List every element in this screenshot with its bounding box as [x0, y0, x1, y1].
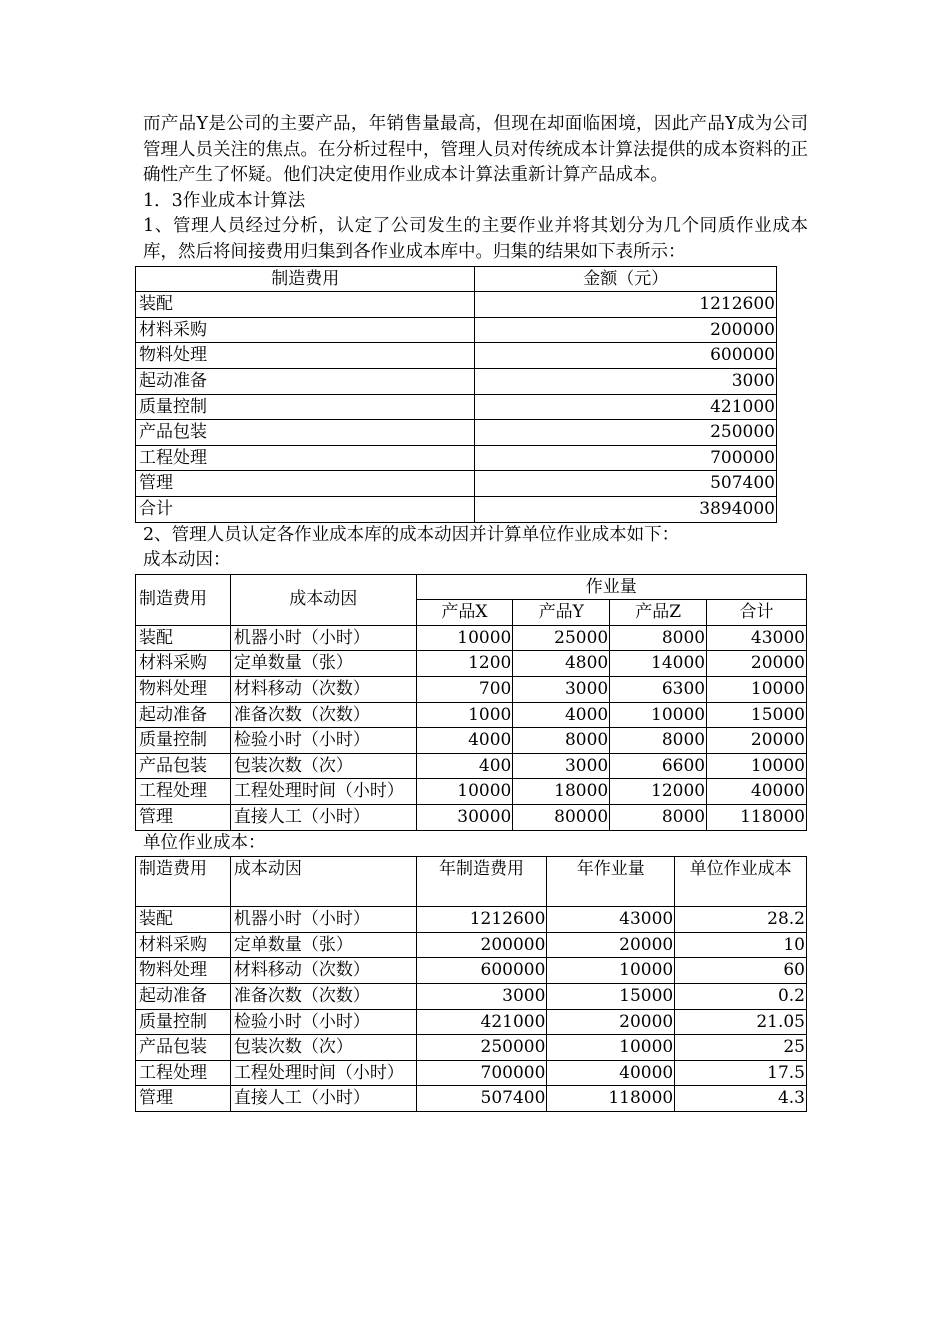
- table-cell: 28.2: [675, 907, 807, 933]
- table-cell: 250000: [475, 420, 777, 446]
- table-cell: 118000: [547, 1086, 675, 1112]
- intro-paragraph: 而产品Y是公司的主要产品，年销售量最高，但现在却面临困境，因此产品Y成为公司管理人员关注的焦点。在分析过程中，管理人员对传统成本计算法提供的成本资料的正确性产生了怀疑。他们决定使用作业成本计算法重新计算产品成本。: [143, 114, 808, 186]
- table-cell: 管理: [136, 471, 475, 497]
- table-cell: 装配: [136, 907, 231, 933]
- table-row: [136, 958, 807, 984]
- table-cell: 包装次数（次）: [230, 1035, 416, 1061]
- table-cell: 507400: [475, 471, 777, 497]
- table-cell: 3894000: [475, 496, 777, 522]
- table-row: [136, 1060, 807, 1086]
- table-row: [136, 1009, 807, 1035]
- table-cell: 25000: [513, 625, 610, 651]
- table-cell: 3000: [475, 368, 777, 394]
- table-cell: 10000: [707, 677, 807, 703]
- table-row: [136, 1086, 807, 1112]
- table-cell: 产品包装: [136, 753, 231, 779]
- table-cell: 3000: [416, 984, 547, 1010]
- table-cell: 421000: [416, 1009, 547, 1035]
- table-cell: 10000: [610, 702, 707, 728]
- table-cell: 1000: [416, 702, 513, 728]
- unit-cost-caption: 单位作业成本：: [143, 832, 266, 853]
- table-row: [136, 625, 807, 651]
- table-cell: 600000: [416, 958, 547, 984]
- table-cell: 物料处理: [136, 677, 231, 703]
- header-cost: 制造费用: [136, 266, 475, 292]
- table-row: [136, 702, 807, 728]
- table-row: [136, 677, 807, 703]
- table-cell: 10000: [707, 753, 807, 779]
- table-cell: 17.5: [675, 1060, 807, 1086]
- table-cell: 25: [675, 1035, 807, 1061]
- table-cell: 工程处理: [136, 779, 231, 805]
- table-cell: 700000: [416, 1060, 547, 1086]
- table-cell: 材料采购: [136, 651, 231, 677]
- header-annual-overhead: 年制造费用: [416, 857, 547, 907]
- table-cell: 直接人工（小时）: [230, 805, 416, 831]
- table-cell: 准备次数（次数）: [230, 984, 416, 1010]
- table-cell: 14000: [610, 651, 707, 677]
- header-product-z: 产品Z: [610, 600, 707, 626]
- table-cell: 产品包装: [136, 420, 475, 446]
- table-cell: 3000: [513, 753, 610, 779]
- table-cell: 物料处理: [136, 958, 231, 984]
- table-cell: 10000: [547, 1035, 675, 1061]
- table-cell: 118000: [707, 805, 807, 831]
- unit-cost-table: [135, 856, 807, 1112]
- table-cell: 700: [416, 677, 513, 703]
- header-amount: 金额（元）: [475, 266, 777, 292]
- table-cell: 包装次数（次）: [230, 753, 416, 779]
- table-cell: 材料采购: [136, 317, 475, 343]
- table-row: [136, 1035, 807, 1061]
- header-unit-cost: 单位作业成本: [675, 857, 807, 907]
- table-cell: 6300: [610, 677, 707, 703]
- header-cost: 制造费用: [136, 857, 231, 907]
- table-row: [136, 471, 777, 497]
- table-cell: 15000: [547, 984, 675, 1010]
- table-cell: 4.3: [675, 1086, 807, 1112]
- header-product-x: 产品X: [416, 600, 513, 626]
- table-cell: 60: [675, 958, 807, 984]
- table-cell: 12000: [610, 779, 707, 805]
- table-cell: 6600: [610, 753, 707, 779]
- table-cell: 20000: [547, 932, 675, 958]
- document-page: [139, 112, 808, 1112]
- header-cost: 制造费用: [136, 574, 231, 625]
- table-row: [136, 368, 777, 394]
- table-cell: 15000: [707, 702, 807, 728]
- table-cell: 合计: [136, 496, 475, 522]
- table-row: [136, 728, 807, 754]
- table-row: [136, 932, 807, 958]
- table-cell: 检验小时（小时）: [230, 1009, 416, 1035]
- table-cell: 材料移动（次数）: [230, 677, 416, 703]
- table-row: [136, 343, 777, 369]
- table-cell: 装配: [136, 292, 475, 318]
- table-row: [136, 317, 777, 343]
- table-cell: 装配: [136, 625, 231, 651]
- table-cell: 4800: [513, 651, 610, 677]
- step2-paragraph: 2、管理人员认定各作业成本库的成本动因并计算单位作业成本如下：: [143, 524, 680, 545]
- driver-caption: 成本动因：: [143, 550, 231, 571]
- table-cell: 10000: [547, 958, 675, 984]
- table-cell: 起动准备: [136, 368, 475, 394]
- table-cell: 4000: [416, 728, 513, 754]
- header-product-y: 产品Y: [513, 600, 610, 626]
- table-cell: 400: [416, 753, 513, 779]
- table-header-row: [136, 574, 807, 600]
- table-cell: 8000: [610, 625, 707, 651]
- table-cell: 工程处理: [136, 1060, 231, 1086]
- table-cell: 机器小时（小时）: [230, 625, 416, 651]
- table-cell: 工程处理时间（小时）: [230, 1060, 416, 1086]
- table-cell: 质量控制: [136, 394, 475, 420]
- table-cell: 1200: [416, 651, 513, 677]
- table-cell: 机器小时（小时）: [230, 907, 416, 933]
- table-cell: 43000: [707, 625, 807, 651]
- header-total: 合计: [707, 600, 807, 626]
- table-cell: 10000: [416, 625, 513, 651]
- table-row: [136, 753, 807, 779]
- table-row: [136, 394, 777, 420]
- table-cell: 10: [675, 932, 807, 958]
- table-cell: 20000: [707, 651, 807, 677]
- table-header-row: [136, 266, 777, 292]
- table-cell: 10000: [416, 779, 513, 805]
- table-cell: 80000: [513, 805, 610, 831]
- table-cell: 质量控制: [136, 728, 231, 754]
- table-cell: 40000: [707, 779, 807, 805]
- table-cell: 200000: [416, 932, 547, 958]
- header-driver: 成本动因: [230, 574, 416, 625]
- table-cell: 200000: [475, 317, 777, 343]
- table-cell: 工程处理时间（小时）: [230, 779, 416, 805]
- header-volume: 作业量: [416, 574, 806, 600]
- table-cell: 8000: [610, 728, 707, 754]
- table-cell: 检验小时（小时）: [230, 728, 416, 754]
- table-cell: 工程处理: [136, 445, 475, 471]
- section-heading: 1．3作业成本计算法: [143, 190, 306, 211]
- cost-driver-table: [135, 574, 807, 831]
- table-row: [136, 651, 807, 677]
- table-cell: 准备次数（次数）: [230, 702, 416, 728]
- table-cell: 管理: [136, 1086, 231, 1112]
- table-cell: 3000: [513, 677, 610, 703]
- table-cell: 30000: [416, 805, 513, 831]
- table-cell: 物料处理: [136, 343, 475, 369]
- table-row: [136, 445, 777, 471]
- table-cell: 定单数量（张）: [230, 651, 416, 677]
- table-cell: 0.2: [675, 984, 807, 1010]
- table-cell: 700000: [475, 445, 777, 471]
- table-cell: 定单数量（张）: [230, 932, 416, 958]
- table-cell: 421000: [475, 394, 777, 420]
- header-annual-volume: 年作业量: [547, 857, 675, 907]
- table-cell: 40000: [547, 1060, 675, 1086]
- table-cell: 20000: [707, 728, 807, 754]
- header-driver: 成本动因: [230, 857, 416, 907]
- table-cell: 250000: [416, 1035, 547, 1061]
- table-cell: 43000: [547, 907, 675, 933]
- step1-paragraph: 1、管理人员经过分析，认定了公司发生的主要作业并将其划分为几个同质作业成本库，然后将间接费用归集到各作业成本库中。归集的结果如下表所示：: [143, 216, 808, 262]
- table-cell: 材料采购: [136, 932, 231, 958]
- table-cell: 8000: [513, 728, 610, 754]
- table-header-row: [136, 857, 807, 907]
- table-cell: 20000: [547, 1009, 675, 1035]
- table-cell: 产品包装: [136, 1035, 231, 1061]
- table-row: [136, 779, 807, 805]
- table-cell: 1212600: [475, 292, 777, 318]
- table-cell: 600000: [475, 343, 777, 369]
- table-row: [136, 292, 777, 318]
- table-row: [136, 805, 807, 831]
- table-cell: 材料移动（次数）: [230, 958, 416, 984]
- table-row: [136, 496, 777, 522]
- table-cell: 起动准备: [136, 984, 231, 1010]
- table-cell: 21.05: [675, 1009, 807, 1035]
- table-cell: 直接人工（小时）: [230, 1086, 416, 1112]
- table-row: [136, 984, 807, 1010]
- table-cell: 起动准备: [136, 702, 231, 728]
- table-row: [136, 907, 807, 933]
- table-cell: 1212600: [416, 907, 547, 933]
- table-cell: 507400: [416, 1086, 547, 1112]
- table-cell: 8000: [610, 805, 707, 831]
- table-row: [136, 420, 777, 446]
- table-cell: 质量控制: [136, 1009, 231, 1035]
- table-cell: 管理: [136, 805, 231, 831]
- overhead-table: [135, 266, 777, 523]
- table-cell: 18000: [513, 779, 610, 805]
- table-cell: 4000: [513, 702, 610, 728]
